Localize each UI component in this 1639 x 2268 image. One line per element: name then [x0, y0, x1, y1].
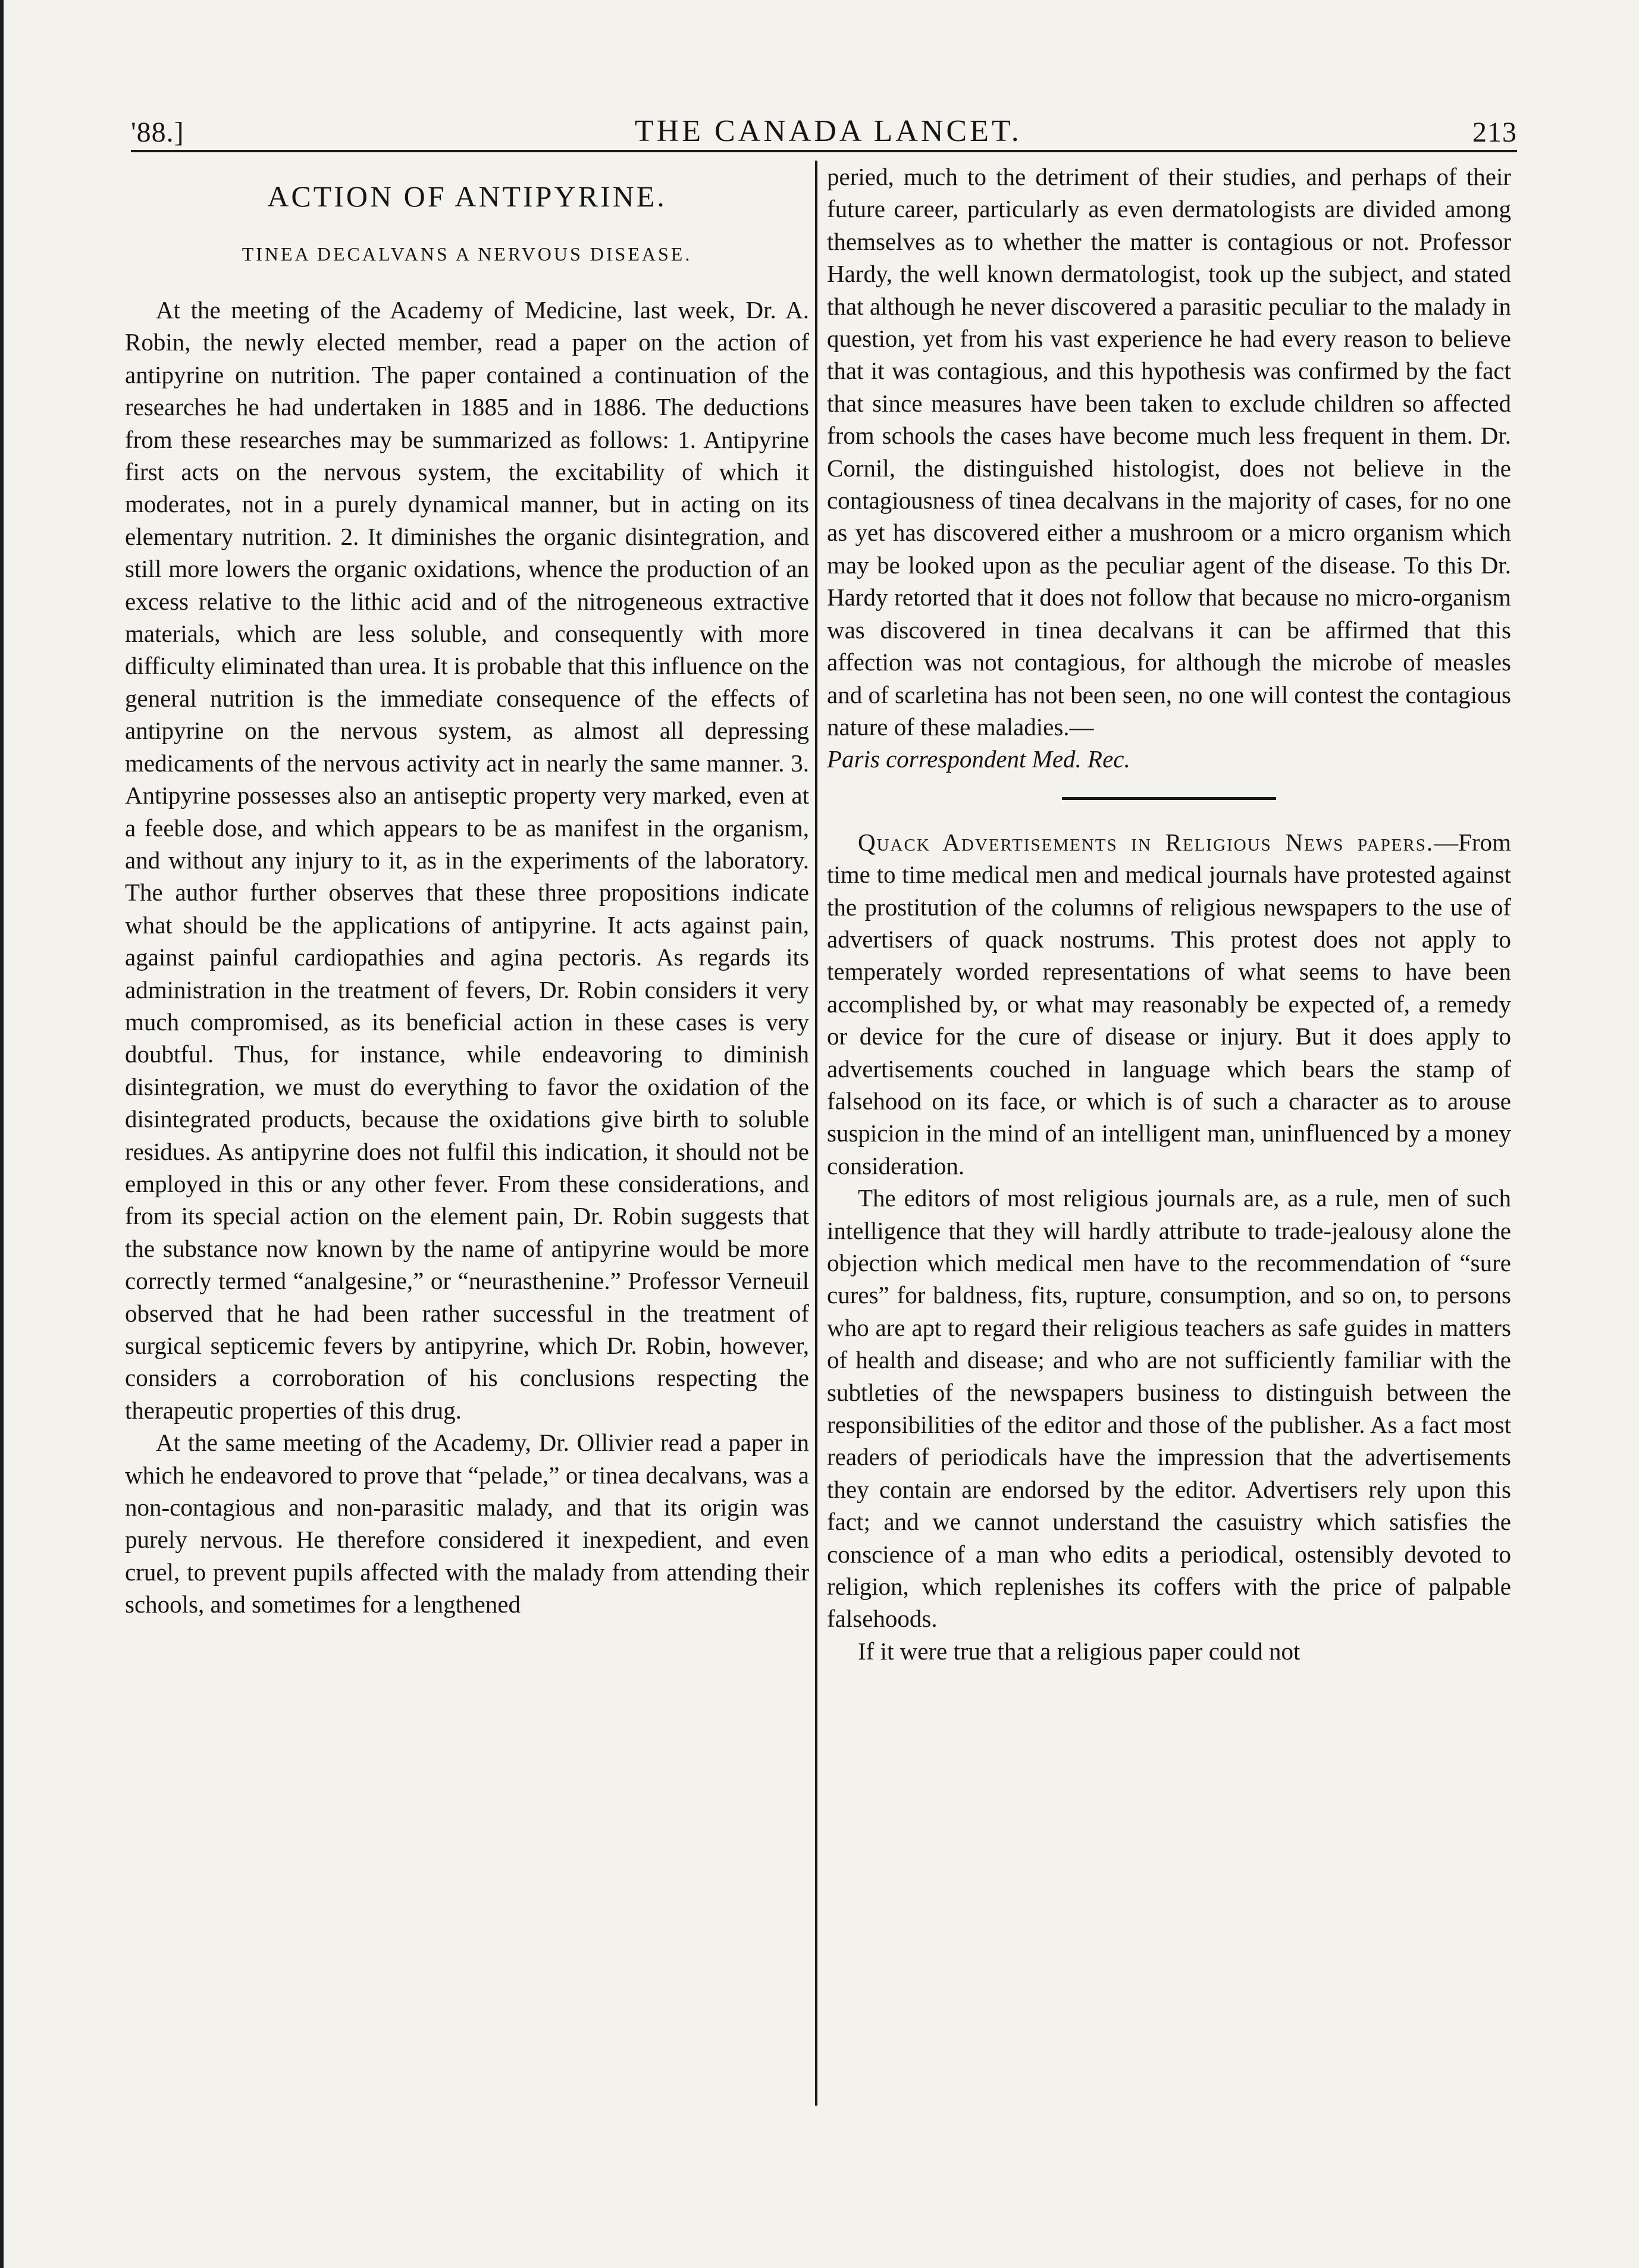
article-title: ACTION OF ANTIPYRINE.	[267, 180, 667, 213]
article1-paragraph-2-continued: peried, much to the detriment of their studies, and perhaps of their future career, particularly as even dermatologists are divided among themselves as to whether the matter is contagious or not. Professor Hardy, the well known dermatologist, took up the subject, and stated that although he never discovered a parasitic peculiar to the malady in question, yet from his vast experience he had every reason to believe that it was contagious, and this hypothesis was confirmed by the fact that since measures have been taken to exclude children so affected from schools the cases have become much less frequent in them. Dr. Cornil, the distinguished histologist, does not believe in the contagiousness of tinea decalvans in the majority of cases, for no one as yet has discovered either a mushroom or a micro organism which may be looked upon as the peculiar agent of the disease. To this Dr. Hardy retorted that it does not follow that because no micro-organism was discovered in tinea decalvans it can be affirmed that this affection was not contagious, for although the microbe of measles and of scarletina has not been seen, no one will contest the contagious nature of these maladies.—	[827, 163, 1511, 741]
left-column	[125, 161, 809, 1621]
page-number: 213	[1472, 117, 1517, 148]
article1-paragraph-1: At the meeting of the Academy of Medicine, last week, Dr. A. Robin, the newly elected member, read a paper on the action of antipyrine on nutrition. The paper contained a continuation of the researches he had undertaken in 1885 and in 1886. The deductions from these researches may be summarized as follows: 1. Antipyrine first acts on the nervous system, the excitability of which it moderates, not in a purely dynamical manner, but in acting on its elementary nutrition. 2. It diminishes the organic disintegration, and still more lowers the organic oxidations, whence the production of an excess relative to the lithic acid and of the nitrogeneous extractive materials, which are less soluble, and consequently with more difficulty eliminated than urea. It is probable that this influence on the general nutrition is the immediate consequence of the effects of antipyrine on the nervous system, as almost all depressing medicaments of the nervous activity act in nearly the same manner. 3. Antipyrine possesses also an antiseptic property very marked, even at a feeble dose, and which appears to be as manifest in the organism, and without any injury to it, as in the experiments of the laboratory. The author further observes that these three propositions indicate what should be the applications of antipyrine. It acts against pain, against painful cardiopathies and agina pectoris. As regards its administration in the treatment of fevers, Dr. Robin considers it very much compromised, as its beneficial action in these cases is very doubtful. Thus, for instance, while endeavoring to diminish disintegration, we must do everything to favor the oxidation of the disintegrated products, because the oxidations give birth to soluble residues. As antipyrine does not fulfil this indication, it should not be employed in this or any other fever. From these considerations, and from its special action on the element pain, Dr. Robin suggests that the substance now known by the name of antipyrine would be more correctly termed “analgesine,” or “neurasthenine.” Professor Verneuil observed that he had been rather successful in the treatment of surgical septicemic fevers by antipyrine, which Dr. Robin, however, considers a corroboration of his conclusions respecting the therapeutic properties of this drug.	[125, 296, 809, 1424]
article2-paragraph-3: If it were true that a religious paper could not	[858, 1637, 1300, 1665]
journal-title: THE CANADA LANCET.	[634, 114, 1022, 148]
article1-source: Paris correspondent Med. Rec.	[827, 745, 1130, 773]
header-year: '88.]	[131, 117, 184, 148]
article2-paragraph-1-text: —From time to time medical men and medical journals have protested against the prostitution of the columns of religious newspapers to the use of advertisers of quack nostrums. This protest does not apply to temperately worded representations of what seems to have been accomplished by, or what may reasonably be expected of, a remedy or device for the cure of disease or injury. But it does apply to advertisements couched in language which bears the stamp of falsehood on its face, or which is of such a character as to arouse suspicion in the mind of an intelligent man, uninfluenced by a money consideration.	[827, 828, 1511, 1180]
article1-paragraph-2: At the same meeting of the Academy, Dr. Ollivier read a paper in which he endeavored to prove that “pelade,” or tinea decalvans, was a non-contagious and non-parasitic malady, and that its origin was purely nervous. He therefore considered it inexpedient, and even cruel, to prevent pupils affected with the malady from attending their schools, and sometimes for a lengthened	[125, 1429, 809, 1618]
article-subtitle: TINEA DECALVANS A NERVOUS DISEASE.	[242, 243, 692, 265]
running-header	[131, 95, 1517, 149]
section-divider	[1062, 797, 1276, 800]
article2-heading: Quack Advertisements in Religious News papers.	[858, 828, 1434, 856]
column-rule	[815, 161, 817, 2106]
article2-paragraph-1	[827, 826, 1511, 1182]
page-binding-edge	[0, 0, 4, 2268]
header-rule	[131, 150, 1517, 152]
article2-paragraph-2: The editors of most religious journals are, as a rule, men of such intelligence that they will hardly attribute to trade-jealousy alone the objection which medical men have to the recommendation of “sure cures” for baldness, fits, rupture, consumption, and so on, to persons who are apt to regard their religious teachers as safe guides in matters of health and disease; and who are not sufficiently familiar with the subtleties of the newspapers business to distinguish between the responsibilities of the editor and those of the publisher. As a fact most readers of periodicals have the impression that the advertisements they contain are endorsed by the editor. Advertisers rely upon this fact; and we cannot understand the casuistry which satisfies the conscience of a man who edits a periodical, ostensibly devoted to religion, which replenishes its coffers with the price of palpable falsehoods.	[827, 1184, 1511, 1633]
right-column	[827, 161, 1511, 1667]
